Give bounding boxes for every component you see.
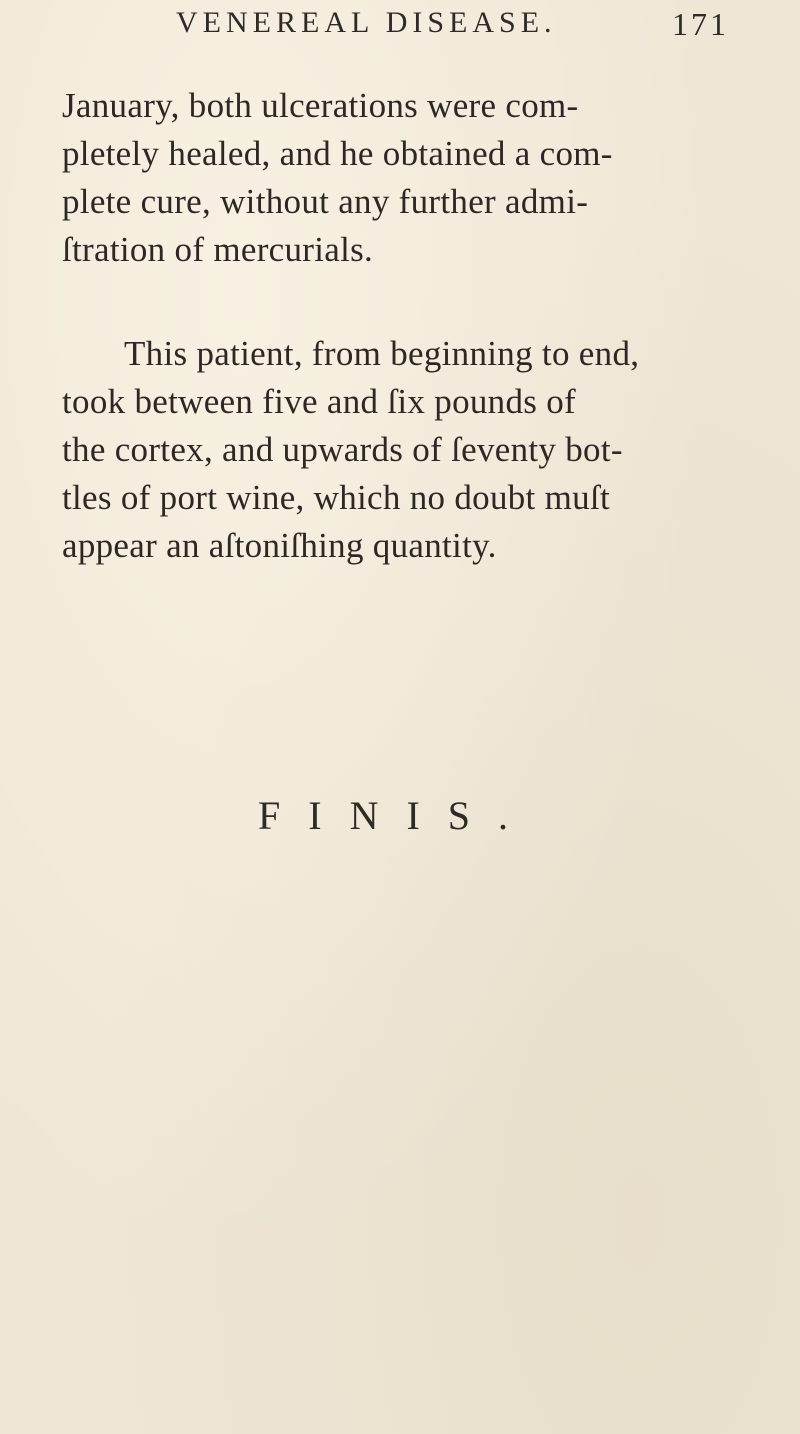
text-line: tles of port wine, which no doubt muſt: [62, 478, 611, 517]
text-line: This patient, from beginning to end,: [124, 334, 640, 373]
text-line: plete cure, without any further admi-: [62, 182, 589, 221]
text-line: January, both ulcerations were com-: [62, 86, 579, 125]
page-number: 171: [672, 6, 729, 42]
finis-closing: FINIS.: [258, 793, 537, 838]
running-head: [176, 6, 776, 46]
text-line: pletely healed, and he obtained a com-: [62, 134, 613, 173]
text-line: the corteх, and upwards of ſeventy bot-: [62, 430, 623, 469]
text-line: took between five and ſix pounds of: [62, 382, 577, 421]
text-line: appear an aſtoniſhing quantity.: [62, 526, 497, 565]
paragraph-2: [62, 330, 782, 570]
paragraph-1: [62, 82, 782, 274]
running-title: VENEREAL DISEASE.: [176, 6, 557, 39]
text-line: ſtration of mercurials.: [62, 230, 374, 269]
